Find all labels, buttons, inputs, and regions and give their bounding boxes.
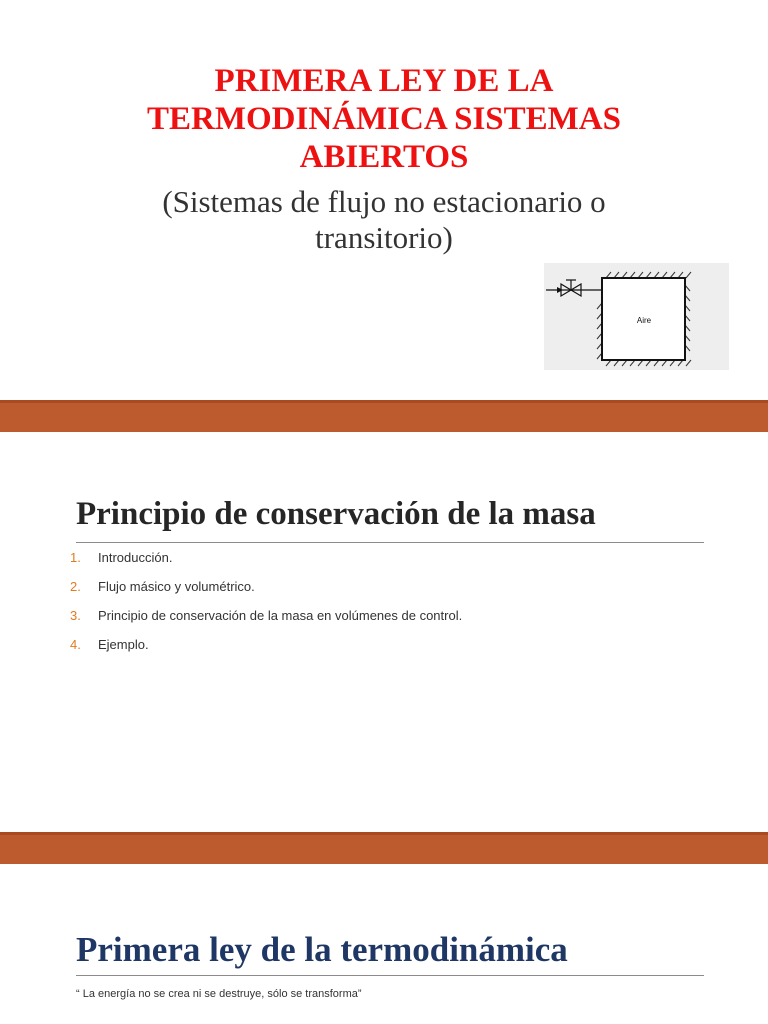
diagram-svg <box>544 263 729 370</box>
slide-title <box>0 0 768 400</box>
list-number: 3. <box>70 608 81 623</box>
list-number: 2. <box>70 579 81 594</box>
list-number: 1. <box>70 550 81 565</box>
list-text: Introducción. <box>98 550 173 565</box>
list-item <box>70 550 462 579</box>
tank-label: Aire <box>636 316 652 325</box>
slide3-heading: Primera ley de la termodinámica <box>76 930 568 969</box>
subtitle-line-1: (Sistemas de flujo no estacionario o <box>162 184 606 219</box>
slide-divider-2 <box>0 832 768 864</box>
slide3-heading-rule <box>76 975 704 976</box>
list-item <box>70 637 462 666</box>
slide-mass-conservation <box>0 432 768 832</box>
list-text: Principio de conservación de la masa en volúmenes de control. <box>98 608 463 623</box>
tank-valve-diagram <box>544 263 729 370</box>
slide2-heading: Principio de conservación de la masa <box>76 496 596 532</box>
topic-list <box>70 550 462 666</box>
main-title-line-2: TERMODINÁMICA SISTEMAS <box>147 101 621 137</box>
subtitle <box>40 184 728 256</box>
slide-first-law <box>0 864 768 1024</box>
list-text: Flujo másico y volumétrico. <box>98 579 255 594</box>
list-item <box>70 608 462 637</box>
list-text: Ejemplo. <box>98 637 149 652</box>
energy-quote: “ La energía no se crea ni se destruye, sólo se transforma” <box>76 988 362 1000</box>
slide2-heading-rule <box>76 542 704 543</box>
main-title-line-3: ABIERTOS <box>299 139 469 175</box>
subtitle-line-2: transitorio) <box>315 220 453 255</box>
list-item <box>70 579 462 608</box>
slide-divider-1 <box>0 400 768 432</box>
main-title <box>40 62 728 176</box>
list-number: 4. <box>70 637 81 652</box>
main-title-line-1: PRIMERA LEY DE LA <box>214 63 554 99</box>
